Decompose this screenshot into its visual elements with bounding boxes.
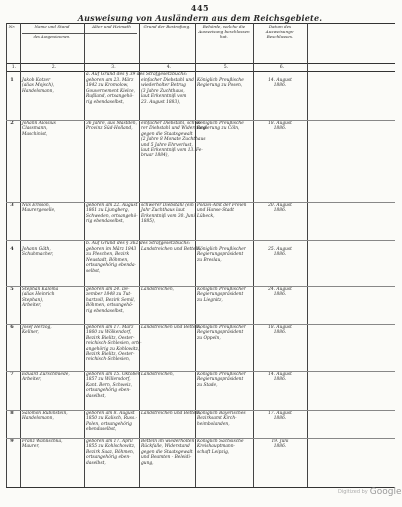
entry-decision-date [255,121,305,132]
entry-decision-date [255,78,305,89]
entry-number: 4 [10,246,14,252]
entry-reason-for-punishment-line: Jahr Zuchthaus laut [141,208,185,214]
entry-expelling-authority-line: zu Breslau, [197,257,222,263]
header-authority [197,25,251,67]
google-wordmark: Google [369,487,402,497]
entry-decision-date-line: 19. Juni [271,439,289,444]
entry-expelling-authority-line: Regierungspräsident [197,377,244,383]
entry-reason-for-punishment-line: Landstreichen und Betteln, [141,247,202,252]
entry-reason-for-punishment-line: gung, [141,460,154,466]
entry-decision-date [255,325,305,336]
entry-expelling-authority-line: Königlich Preußischer [197,325,246,330]
entry-age-and-origin-line: Schweden, ortsangehö- [86,213,138,219]
column-rule [195,23,196,487]
entry-expelling-authority-line: schaft Leipzig, [197,449,230,455]
column-number-4: 4. [166,65,172,70]
entry-name-and-occupation [22,325,82,336]
entry-decision-date-line: 18. August [268,121,292,126]
entry-expelling-authority-line: zu Liegnitz, [197,297,223,303]
entry-decision-date [255,247,305,258]
entry-age-and-origin-line: 1855 zu Kohlschowitz, [86,444,136,450]
entry-reason-for-punishment-line: gegen die Staatsgewalt [141,131,193,137]
entry-age-and-origin [86,372,140,399]
entry-reason-for-punishment-line: einfacher Diebstahl, schwe- [141,121,203,126]
entry-expelling-authority-line: Regierung zu Posen, [197,83,243,89]
entry-reason-for-punishment-line: schwerer Diebstahl (ein [141,203,194,208]
entry-age-and-origin-line: geboren im März 1843 [86,247,137,252]
entry-expelling-authority-line: heimbolanden, [197,421,230,427]
entry-reason-for-punishment-line: einfacher Diebstahl und [141,78,194,83]
entry-decision-date-line: 25. August [268,247,292,252]
entry-reason-for-punishment-line: (3 Jahre Zuchthaus, [141,88,185,94]
entry-expelling-authority-line: zu Stade, [197,382,218,388]
entry-expelling-authority-line: und Hanse-Stadt [197,208,235,214]
scan-watermark [338,487,402,497]
row-separator [6,438,395,439]
entry-reason-for-punishment [141,121,207,159]
entry-age-and-origin-line: Gouvernement Kielce, [86,88,135,94]
entry-expelling-authority-line: Regierung zu Cöln, [197,126,240,132]
entry-decision-date-line: 1886. [273,444,287,450]
entry-reason-for-punishment-line: und Beamten - Beleidi- [141,455,192,461]
entry-reason-for-punishment-line: 23. August 1883), [141,99,181,105]
entry-name-and-occupation [22,411,82,422]
entry-reason-for-punishment-line: Betteln im wiederholten [141,439,195,444]
header-name-label: Name und Stand [34,24,70,29]
entry-name-and-occupation-line: (alias Mojsch), [22,83,55,89]
entry-expelling-authority-line: Bezirksamt Kirch- [197,416,237,422]
entry-decision-date-line: 1886. [273,377,287,383]
entry-reason-for-punishment-line: laut Erkenntniß vom 13. Fe- [141,148,203,154]
entry-decision-date-line: 14. August [268,78,292,83]
entry-age-and-origin-line: Provinz Süd-Holland, [86,126,133,132]
entry-expelling-authority-line: Königlich Preußische [197,121,244,126]
entry-name-and-occupation [22,247,82,258]
entry-age-and-origin-line: Bezirk Bielitz, Oester- [86,335,135,341]
entry-name-and-occupation-line: Classmann, [22,126,48,132]
entry-name-and-occupation-line: Kellner, [22,330,39,336]
entry-age-and-origin-line: Bezirk Saaz, Böhmen, [86,449,135,455]
entry-age-and-origin-line: geboren am 22. August [86,203,138,208]
entry-name-and-occupation-line: Handelsmann, [22,416,54,422]
column-number-6: 6. [279,65,285,70]
entry-reason-for-punishment-line: Landstreichen und Betteln, [141,325,202,330]
column-number-3: 3. [111,65,116,70]
header-authority-label: Behörde, welche die Ausweisung beschlossen hat. [198,24,250,39]
entry-number: 8 [10,410,14,416]
entry-reason-for-punishment-line: Rückfalle, Widerstand [141,444,190,450]
entry-decision-date-line: 1886. [273,83,287,89]
entry-age-and-origin-line: reichisch-Schlesien, orts- [86,341,142,347]
entry-age-and-origin [86,411,137,433]
entry-decision-date-line: 18. August [268,325,292,330]
row-separator [6,371,395,372]
entry-expelling-authority [197,287,251,303]
header-nr [6,25,18,67]
entry-reason-for-punishment [141,439,193,466]
column-rule [6,23,7,487]
column-number-5: 5. [223,65,229,70]
entry-age-and-origin-line: Polen, ortsangehörig [86,421,132,427]
header-age [86,25,137,67]
entry-name-and-occupation-line: Johann Aloisius [22,121,56,126]
entry-age-and-origin-line: geboren am 8. August [86,411,135,416]
entry-age-and-origin-line: geboren am 17. April [86,439,133,444]
entry-name-and-occupation-line: Eduard Zurschmiede, [22,372,70,377]
row-separator [6,410,395,411]
entry-number: 6 [10,324,14,330]
entry-reason-for-punishment-line: (2 Jahre 8 Monate Zuchthaus [141,137,206,143]
column-rule [307,23,308,487]
entry-decision-date-line: 20. August [268,203,292,208]
entry-age-and-origin-line: geboren am 17. März [86,325,134,330]
entry-name-and-occupation-line: Johann Gäth, [22,247,51,252]
entry-age-and-origin [86,439,137,466]
page-number: 445 [190,3,210,13]
entry-age-and-origin-line: daselbst, [86,460,106,466]
entry-age-and-origin-line: 1850 zu Kalisch, Russ.- [86,416,138,422]
row-separator [6,240,395,241]
entry-reason-for-punishment-line: laut Erkenntniß vom [141,94,187,100]
column-rule [20,23,21,487]
entry-name-and-occupation [22,372,82,383]
entry-decision-date-line: 14. August [268,372,292,377]
entry-expelling-authority-line: zu Oppeln, [197,335,221,341]
entry-reason-for-punishment-line: 1885), [141,219,156,225]
entry-name-and-occupation [22,121,82,137]
entry-name-and-occupation-line: Stephan Kaloma [22,287,59,292]
entry-decision-date-line: 1886. [273,292,287,298]
entry-age-and-origin-line: 36 Jahre, aus Mastden, [86,121,137,126]
entry-name-and-occupation-line: Schuhmacher, [22,252,54,258]
entry-age-and-origin [86,325,142,363]
entry-name-and-occupation-line: Stephan), [22,297,44,303]
entry-expelling-authority-line: Königlich Preußischer [197,372,246,377]
entry-number: 9 [10,438,14,444]
entry-decision-date-line: 24. August [268,287,292,292]
entry-name-and-occupation-line: Nils Erlsson, [22,203,51,208]
entry-age-and-origin-line: Böhmen, ortsangehö- [86,303,134,309]
entry-reason-for-punishment-line: bruar 1884), [141,153,169,159]
header-nr-label: Nr. [8,24,16,29]
header-name-sub: des Ausgewiesenen. [33,35,71,39]
entry-expelling-authority-line: Regierungspräsident [197,252,244,258]
entry-decision-date-line: 1886. [273,126,287,132]
entry-number: 1 [10,77,14,83]
entry-reason-for-punishment [141,372,193,377]
entry-reason-for-punishment [141,78,193,105]
entry-expelling-authority [197,411,251,427]
entry-name-and-occupation-line: (alias Heinrich [22,292,55,298]
entry-age-and-origin-line: Kant. Bern, Schweiz, [86,382,133,388]
entry-age-and-origin-line: ortsangehörig ebenda- [86,263,137,269]
entry-expelling-authority [197,372,251,388]
entry-name-and-occupation-line: Salomon Rubinstein, [22,411,68,416]
entry-expelling-authority-line: Regierungspräsident [197,330,244,336]
entry-expelling-authority-line: Lübeck, [197,213,215,219]
entry-decision-date [255,372,305,383]
column-number-row [6,63,395,72]
entry-reason-for-punishment-line: und 5 Jahre Ehrverlust, [141,142,193,148]
watermark-prefix: Digitized by [338,488,368,495]
entry-age-and-origin-line: Neustadt, Böhmen, [86,257,129,263]
entry-decision-date [255,287,305,298]
entry-reason-for-punishment [141,325,202,330]
entry-age-and-origin-line: rig ebendaselbst, [86,219,125,225]
column-rule [84,23,85,487]
entry-age-and-origin [86,78,137,105]
page-title: Ausweisung von Ausländern aus dem Reichsgebiete. [77,13,323,23]
entry-name-and-occupation-line: Arbeiter, [22,303,42,309]
entry-expelling-authority [197,439,251,455]
entry-age-and-origin-line: zu Pleschen, Bezirk [86,252,130,258]
entry-reason-for-punishment [141,247,202,252]
entry-name-and-occupation-line: Maurergeselle, [22,208,56,214]
entry-name-and-occupation [22,203,82,214]
entry-reason-for-punishment-line: Landstreichen und Betteln, [141,411,202,416]
entry-age-and-origin-line: rig ebendaselbst, [86,308,125,314]
entry-name-and-occupation-line: Handelsmann, [22,88,54,94]
entry-age-and-origin-line: 1861 zu Ljungberg, [86,208,130,214]
entry-expelling-authority-line: Kreishauptmann- [197,444,235,450]
entry-expelling-authority-line: Königlich Sächsische [197,439,244,444]
entry-age-and-origin [86,287,137,314]
entry-age-and-origin-line: rig ebendaselbst, [86,99,125,105]
entry-expelling-authority-line: Königlich Preußischer [197,287,246,292]
header-date [255,25,305,67]
entry-age-and-origin [86,203,137,225]
header-age-label: Alter und Heimath [92,24,131,29]
entry-expelling-authority-line: Regierungspräsident [197,292,244,298]
row-separator [6,120,395,121]
entry-name-and-occupation [22,287,82,309]
entry-reason-for-punishment-line: Erkenntniß vom 30. Juni [141,213,195,219]
entry-decision-date-line: 1886. [273,252,287,258]
section-heading-b: b. Auf Grund des § 362 des Strafgesetzbuchs: [86,241,191,246]
header-reason-label: Grund der Bestrafung. [143,24,191,29]
entry-name-and-occupation [22,439,82,450]
entry-reason-for-punishment-line: wiederholter Betrug [141,83,186,89]
entry-expelling-authority [197,78,251,89]
entry-name-and-occupation-line: Maschinist, [22,131,48,137]
entry-age-and-origin-line: selbst, [86,268,101,274]
entry-age-and-origin-line: geboren am 23. März [86,78,134,83]
section-heading-a: a. Auf Grund des § 39 des Strafgesetzbuchs: [86,72,188,77]
entry-age-and-origin-line: reichisch-Schlesien, [86,357,131,363]
entry-name-and-occupation-line: Arbeiter, [22,377,42,383]
entry-expelling-authority [197,247,251,263]
entry-age-and-origin-line: 1857 zu Willersdorf, [86,377,131,383]
column-number-1: 1. [11,65,17,70]
entry-reason-for-punishment-line: Landstreichen, [141,372,175,377]
entry-reason-for-punishment [141,287,193,292]
entry-age-and-origin [86,121,137,132]
entry-decision-date [255,203,305,214]
entry-age-and-origin-line: 1860 zu Wölkendorf, [86,330,132,336]
entry-age-and-origin-line: ortsangehörig eben- [86,455,131,461]
entry-decision-date-line: 1886. [273,416,287,422]
entry-age-and-origin-line: Rußland, ortsangehö- [86,94,134,100]
entry-decision-date [255,411,305,422]
entry-expelling-authority [197,121,251,132]
entry-age-and-origin-line: daselbst, [86,393,106,399]
entry-age-and-origin-line: geboren am 15. Oktober [86,372,140,377]
entry-age-and-origin-line: zember 1848 zu Tut- [86,292,132,298]
row-separator [6,202,395,203]
entry-reason-for-punishment-line: gegen die Staatsgewalt [141,449,193,455]
entry-age-and-origin-line: ebendaselbst, [86,427,117,433]
entry-reason-for-punishment [141,203,193,225]
column-rule [139,23,140,487]
entry-number: 2 [10,120,14,126]
entry-name-and-occupation-line: Josef Herzog, [22,325,52,330]
entry-reason-for-punishment-line: rer Diebstahl und Widerstand [141,126,207,132]
bottom-rule [6,487,395,488]
entry-name-and-occupation-line: Franz Wanlischka, [22,439,63,444]
entry-decision-date-line: 1886. [273,330,287,336]
entry-reason-for-punishment [141,411,202,416]
header-sub-rule [22,33,137,34]
entry-decision-date [255,439,305,450]
entry-expelling-authority-line: Königlich Bayerisches [197,411,246,416]
header-date-label: Datum des Ausweisungs-Beschlusses. [265,24,295,39]
entry-age-and-origin-line: geboren am 24. De- [86,287,130,292]
entry-age-and-origin-line: hartzoll, Bezirk Semil, [86,297,136,303]
row-separator [6,286,395,287]
entry-decision-date-line: 17. August [268,411,292,416]
entry-name-and-occupation-line: Jakob Kotzer [22,78,51,83]
entry-name-and-occupation [22,78,82,94]
entry-age-and-origin-line: angehörig zu Kohlowitz, [86,346,140,352]
entry-expelling-authority-line: Königlich Preußische [197,78,244,83]
entry-age-and-origin-line: ortsangehörig eben- [86,388,131,394]
entry-expelling-authority-line: Königlich Preußischer [197,247,246,252]
column-number-2: 2. [51,65,57,70]
header-reason [141,25,193,67]
row-separator [6,324,395,325]
entry-number: 3 [10,202,14,208]
entry-number: 5 [10,286,14,292]
header-name [22,25,82,67]
entry-age-and-origin-line: Bezirk Bielitz, Oester- [86,352,135,358]
column-rule [253,23,254,487]
entry-age-and-origin-line: 1842 zu Kromolow, [86,83,129,89]
entry-age-and-origin [86,247,137,274]
entry-expelling-authority [197,203,251,219]
entry-decision-date-line: 1886. [273,208,287,214]
entry-expelling-authority [197,325,251,341]
entry-reason-for-punishment-line: Landstreichen, [141,287,175,292]
entry-number: 7 [10,371,14,377]
entry-expelling-authority-line: Polizei-Amt der Freien [197,203,247,208]
entry-name-and-occupation-line: Maurer, [22,444,40,450]
